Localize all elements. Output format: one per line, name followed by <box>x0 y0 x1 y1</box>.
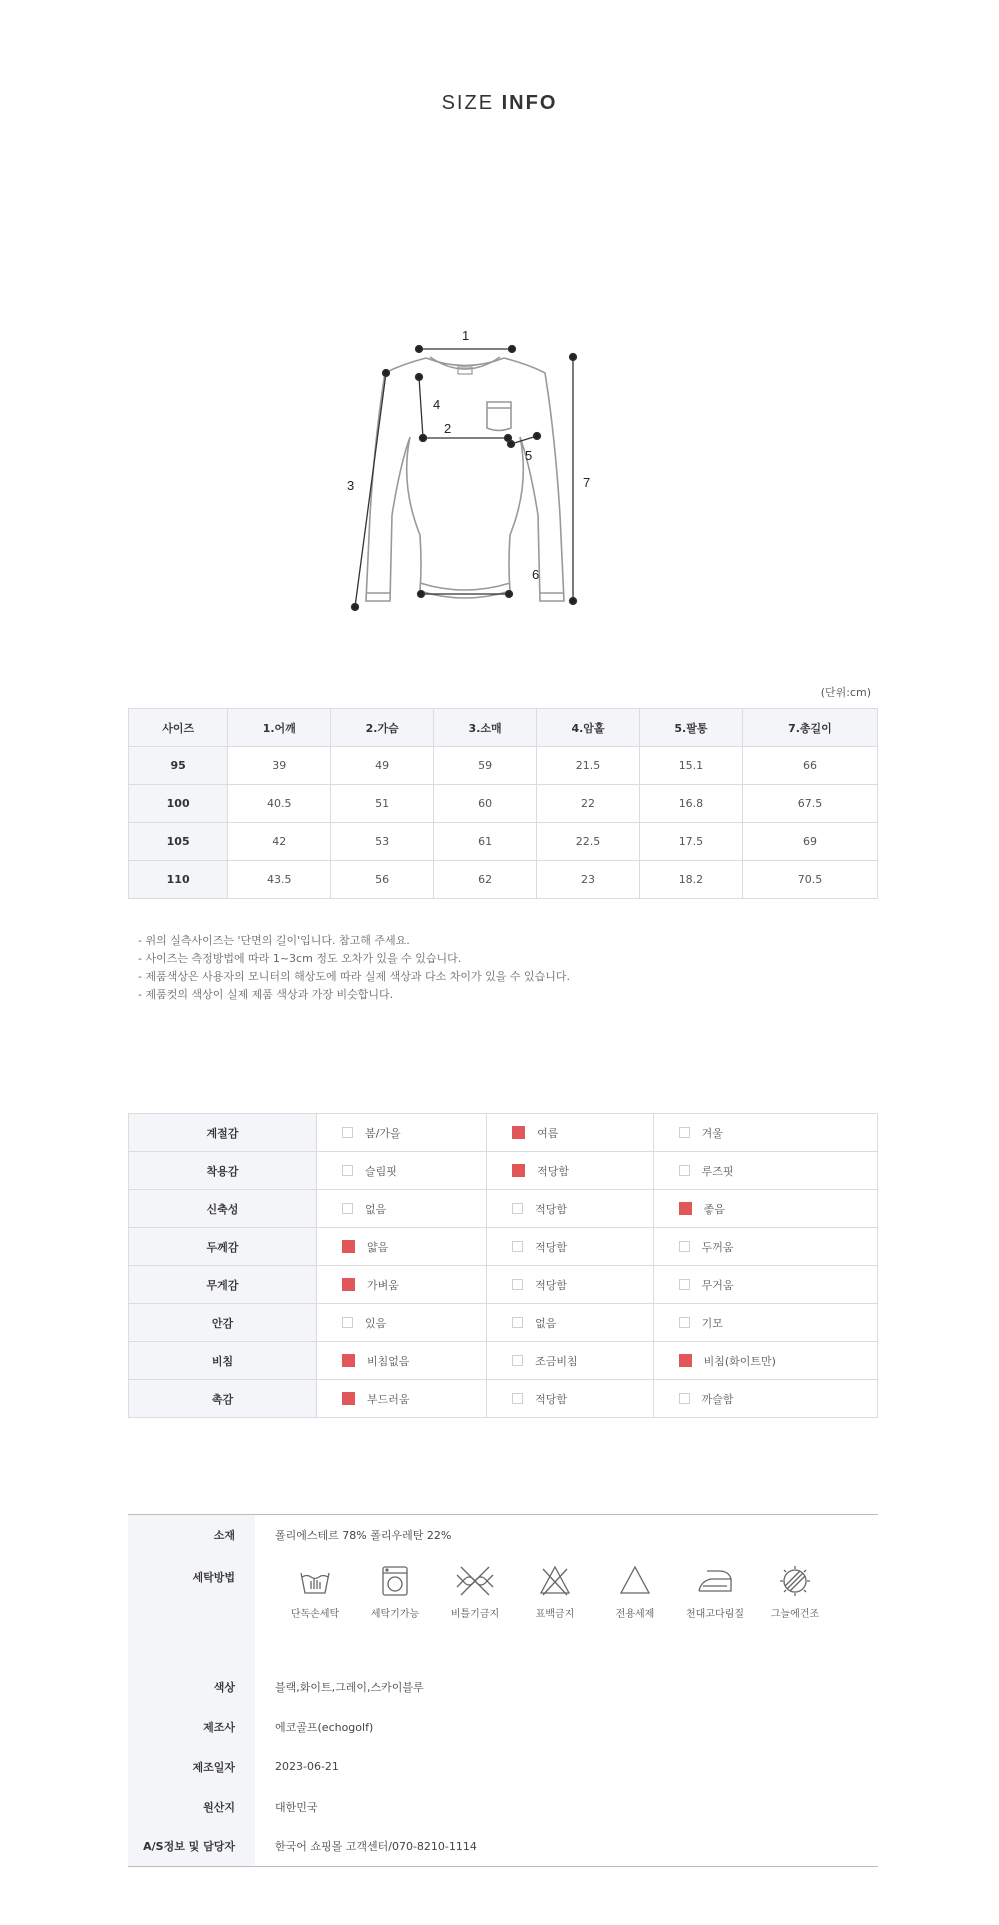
unchecked-box-icon <box>342 1165 353 1176</box>
attribute-option <box>317 1266 487 1304</box>
attribute-option <box>653 1304 877 1342</box>
wash-cell <box>255 1555 878 1667</box>
table-cell: 60 <box>434 785 537 823</box>
attribute-row <box>129 1114 878 1152</box>
washing-machine-icon <box>377 1563 413 1599</box>
attribute-option <box>317 1342 487 1380</box>
wash-item-label: 천대고다림질 <box>686 1608 744 1620</box>
no-wring-icon <box>453 1563 497 1599</box>
date-value: 2023-06-21 <box>275 1760 339 1773</box>
color-value: 블랙,화이트,그레이,스카이블루 <box>275 1680 424 1694</box>
material-label: 소재 <box>128 1515 255 1555</box>
attribute-option <box>317 1304 487 1342</box>
wash-item-label: 비틀기금지 <box>450 1608 500 1620</box>
attribute-row <box>129 1342 878 1380</box>
size-table <box>128 708 878 899</box>
checked-box-icon <box>342 1278 355 1291</box>
attribute-option <box>317 1114 487 1152</box>
wash-item <box>755 1563 835 1620</box>
table-row <box>129 823 878 861</box>
attribute-option-label: 루즈핏 <box>701 1164 734 1178</box>
note-line: - 사이즈는 측정방법에 따라 1~3cm 정도 오차가 있을 수 있습니다. <box>138 952 462 965</box>
header-armhole: 4.암홀 <box>537 709 640 747</box>
unit-label: (단위:cm) <box>820 686 871 699</box>
table-row <box>129 785 878 823</box>
title-bold: INFO <box>501 92 558 114</box>
measure-line-3 <box>355 373 386 607</box>
attribute-row <box>129 1190 878 1228</box>
attribute-label: 두께감 <box>129 1228 317 1266</box>
attribute-option-label: 없음 <box>365 1202 387 1216</box>
table-cell: 39 <box>228 747 331 785</box>
attribute-option-label: 조금비침 <box>535 1354 578 1368</box>
wash-item-label: 표백금지 <box>535 1608 575 1620</box>
attribute-option <box>653 1152 877 1190</box>
attribute-option <box>317 1190 487 1228</box>
note-line: - 제품색상은 사용자의 모니터의 해상도에 따라 실제 색상과 다소 차이가 있을 수 있습니다. <box>138 970 570 983</box>
attribute-option <box>487 1304 653 1342</box>
attribute-option <box>317 1228 487 1266</box>
as-label: A/S정보 및 담당자 <box>128 1827 255 1867</box>
wash-item-label: 단독손세탁 <box>290 1608 340 1620</box>
table-cell: 49 <box>331 747 434 785</box>
page-title <box>0 92 999 115</box>
attribute-label: 계절감 <box>129 1114 317 1152</box>
table-cell: 51 <box>331 785 434 823</box>
checked-box-icon <box>679 1354 692 1367</box>
header-shoulder: 1.어깨 <box>228 709 331 747</box>
diagram-label-3: 3 <box>347 478 355 493</box>
attribute-option-label: 있음 <box>365 1316 387 1330</box>
info-row-origin <box>128 1787 878 1827</box>
attribute-option-label: 적당함 <box>535 1278 567 1292</box>
detergent-triangle-icon <box>617 1563 653 1599</box>
attribute-option-label: 슬림핏 <box>365 1164 397 1178</box>
unchecked-box-icon <box>679 1127 690 1138</box>
unchecked-box-icon <box>512 1203 523 1214</box>
wash-item-label: 전용세제 <box>615 1608 655 1620</box>
unchecked-box-icon <box>342 1203 353 1214</box>
attribute-option-label: 봄/가을 <box>365 1126 401 1140</box>
attribute-label: 비침 <box>129 1342 317 1380</box>
unchecked-box-icon <box>512 1317 523 1328</box>
header-total-length: 7.총길이 <box>742 709 877 747</box>
date-label: 제조일자 <box>128 1747 255 1787</box>
unchecked-box-icon <box>512 1393 523 1404</box>
info-row-date <box>128 1747 878 1787</box>
checked-box-icon <box>342 1392 355 1405</box>
attribute-option-label: 없음 <box>535 1316 557 1330</box>
diagram-label-2: 2 <box>444 421 452 436</box>
table-cell: 18.2 <box>639 861 742 899</box>
attribute-row <box>129 1152 878 1190</box>
attribute-option-label: 적당함 <box>535 1240 567 1254</box>
attribute-option-label: 무거움 <box>701 1278 734 1292</box>
attribute-option-label: 부드러움 <box>367 1392 410 1406</box>
attribute-label: 신축성 <box>129 1190 317 1228</box>
no-bleach-icon <box>537 1563 573 1599</box>
table-cell: 43.5 <box>228 861 331 899</box>
attribute-option-label: 좋음 <box>703 1202 725 1216</box>
info-row-material <box>128 1515 878 1555</box>
attribute-option <box>487 1342 653 1380</box>
table-row <box>129 747 878 785</box>
attribute-label: 착용감 <box>129 1152 317 1190</box>
checked-box-icon <box>342 1354 355 1367</box>
table-cell: 22.5 <box>537 823 640 861</box>
attribute-label: 안감 <box>129 1304 317 1342</box>
checked-box-icon <box>679 1202 692 1215</box>
table-cell: 66 <box>742 747 877 785</box>
unchecked-box-icon <box>342 1317 353 1328</box>
table-cell: 40.5 <box>228 785 331 823</box>
diagram-label-7: 7 <box>583 475 591 490</box>
unchecked-box-icon <box>679 1241 690 1252</box>
attribute-option-label: 까슬함 <box>701 1392 734 1406</box>
checked-box-icon <box>512 1164 525 1177</box>
attribute-option-label: 가벼움 <box>367 1278 399 1292</box>
header-arm-width: 5.팔통 <box>639 709 742 747</box>
unchecked-box-icon <box>512 1241 523 1252</box>
origin-label: 원산지 <box>128 1787 255 1827</box>
checked-box-icon <box>512 1126 525 1139</box>
size-cell: 100 <box>129 785 228 823</box>
shade-dry-icon <box>777 1563 813 1599</box>
wash-label: 세탁방법 <box>128 1555 255 1667</box>
header-chest: 2.가슴 <box>331 709 434 747</box>
attribute-option <box>487 1380 653 1418</box>
title-light: SIZE <box>441 92 495 114</box>
attribute-option-label: 여름 <box>537 1126 559 1140</box>
as-value: 한국어 쇼핑몰 고객센터/070-8210-1114 <box>275 1840 477 1854</box>
table-cell: 15.1 <box>639 747 742 785</box>
iron-icon <box>693 1563 737 1599</box>
maker-value: 에코골프(echogolf) <box>275 1720 374 1734</box>
diagram-label-1: 1 <box>462 328 470 343</box>
wash-item <box>355 1563 435 1620</box>
table-cell: 16.8 <box>639 785 742 823</box>
wash-item <box>275 1563 355 1620</box>
wash-icons <box>275 1555 878 1620</box>
attribute-table <box>128 1113 878 1418</box>
origin-value: 대한민국 <box>275 1800 318 1814</box>
table-cell: 53 <box>331 823 434 861</box>
size-cell: 110 <box>129 861 228 899</box>
wash-item <box>435 1563 515 1620</box>
attribute-option <box>653 1190 877 1228</box>
unchecked-box-icon <box>679 1279 690 1290</box>
table-cell: 21.5 <box>537 747 640 785</box>
material-value: 폴리에스테르 78% 폴리우레탄 22% <box>275 1528 452 1542</box>
attribute-option <box>487 1228 653 1266</box>
info-row-as <box>128 1827 878 1867</box>
unchecked-box-icon <box>512 1355 523 1366</box>
attribute-option-label: 적당함 <box>535 1392 567 1406</box>
measure-line-4 <box>419 377 423 438</box>
table-row <box>129 861 878 899</box>
unchecked-box-icon <box>512 1279 523 1290</box>
table-cell: 42 <box>228 823 331 861</box>
attribute-option <box>653 1380 877 1418</box>
attribute-option <box>317 1152 487 1190</box>
attribute-row <box>129 1304 878 1342</box>
attribute-option-label: 적당함 <box>537 1164 569 1178</box>
attribute-row <box>129 1266 878 1304</box>
table-cell: 61 <box>434 823 537 861</box>
attribute-option-label: 비침(화이트만) <box>703 1354 776 1368</box>
size-table-header <box>129 709 878 747</box>
attribute-label: 무게감 <box>129 1266 317 1304</box>
checked-box-icon <box>342 1240 355 1253</box>
table-cell: 69 <box>742 823 877 861</box>
hand-wash-icon <box>297 1563 333 1599</box>
unchecked-box-icon <box>679 1393 690 1404</box>
table-cell: 62 <box>434 861 537 899</box>
info-row-maker <box>128 1707 878 1747</box>
diagram-label-6: 6 <box>532 567 540 582</box>
info-row-color <box>128 1667 878 1707</box>
table-cell: 70.5 <box>742 861 877 899</box>
attribute-option-label: 두꺼움 <box>701 1240 734 1254</box>
wash-item <box>675 1563 755 1620</box>
attribute-option-label: 적당함 <box>535 1202 567 1216</box>
table-cell: 22 <box>537 785 640 823</box>
wash-item <box>595 1563 675 1620</box>
attribute-option <box>317 1380 487 1418</box>
attribute-option <box>487 1190 653 1228</box>
header-size: 사이즈 <box>129 709 228 747</box>
attribute-option <box>653 1114 877 1152</box>
diagram-label-5: 5 <box>525 448 533 463</box>
attribute-option <box>487 1114 653 1152</box>
unchecked-box-icon <box>342 1127 353 1138</box>
unchecked-box-icon <box>679 1317 690 1328</box>
note-line: - 위의 실측사이즈는 '단면의 길이'입니다. 참고해 주세요. <box>138 934 410 947</box>
note-line: - 제품컷의 색상이 실제 제품 색상과 가장 비슷합니다. <box>138 988 394 1001</box>
color-label: 색상 <box>128 1667 255 1707</box>
attribute-option-label: 비침없음 <box>367 1354 410 1368</box>
table-cell: 56 <box>331 861 434 899</box>
wash-item-label: 그늘에건조 <box>770 1608 820 1620</box>
wash-item-label: 세탁기가능 <box>370 1608 420 1620</box>
header-sleeve: 3.소매 <box>434 709 537 747</box>
size-notes <box>138 932 570 1004</box>
attribute-option <box>487 1266 653 1304</box>
attribute-label: 촉감 <box>129 1380 317 1418</box>
diagram-label-4: 4 <box>433 397 441 412</box>
attribute-row <box>129 1228 878 1266</box>
attribute-option <box>653 1342 877 1380</box>
product-info-table <box>128 1514 878 1867</box>
attribute-option <box>653 1266 877 1304</box>
size-cell: 95 <box>129 747 228 785</box>
attribute-option-label: 얇음 <box>367 1240 389 1254</box>
table-cell: 17.5 <box>639 823 742 861</box>
attribute-option-label: 기모 <box>701 1316 723 1330</box>
size-cell: 105 <box>129 823 228 861</box>
attribute-option <box>487 1152 653 1190</box>
attribute-option <box>653 1228 877 1266</box>
wash-item <box>515 1563 595 1620</box>
table-cell: 23 <box>537 861 640 899</box>
attribute-option-label: 겨울 <box>701 1126 723 1140</box>
garment-diagram <box>330 315 670 615</box>
table-cell: 67.5 <box>742 785 877 823</box>
info-row-wash <box>128 1555 878 1667</box>
maker-label: 제조사 <box>128 1707 255 1747</box>
unchecked-box-icon <box>679 1165 690 1176</box>
table-cell: 59 <box>434 747 537 785</box>
attribute-row <box>129 1380 878 1418</box>
